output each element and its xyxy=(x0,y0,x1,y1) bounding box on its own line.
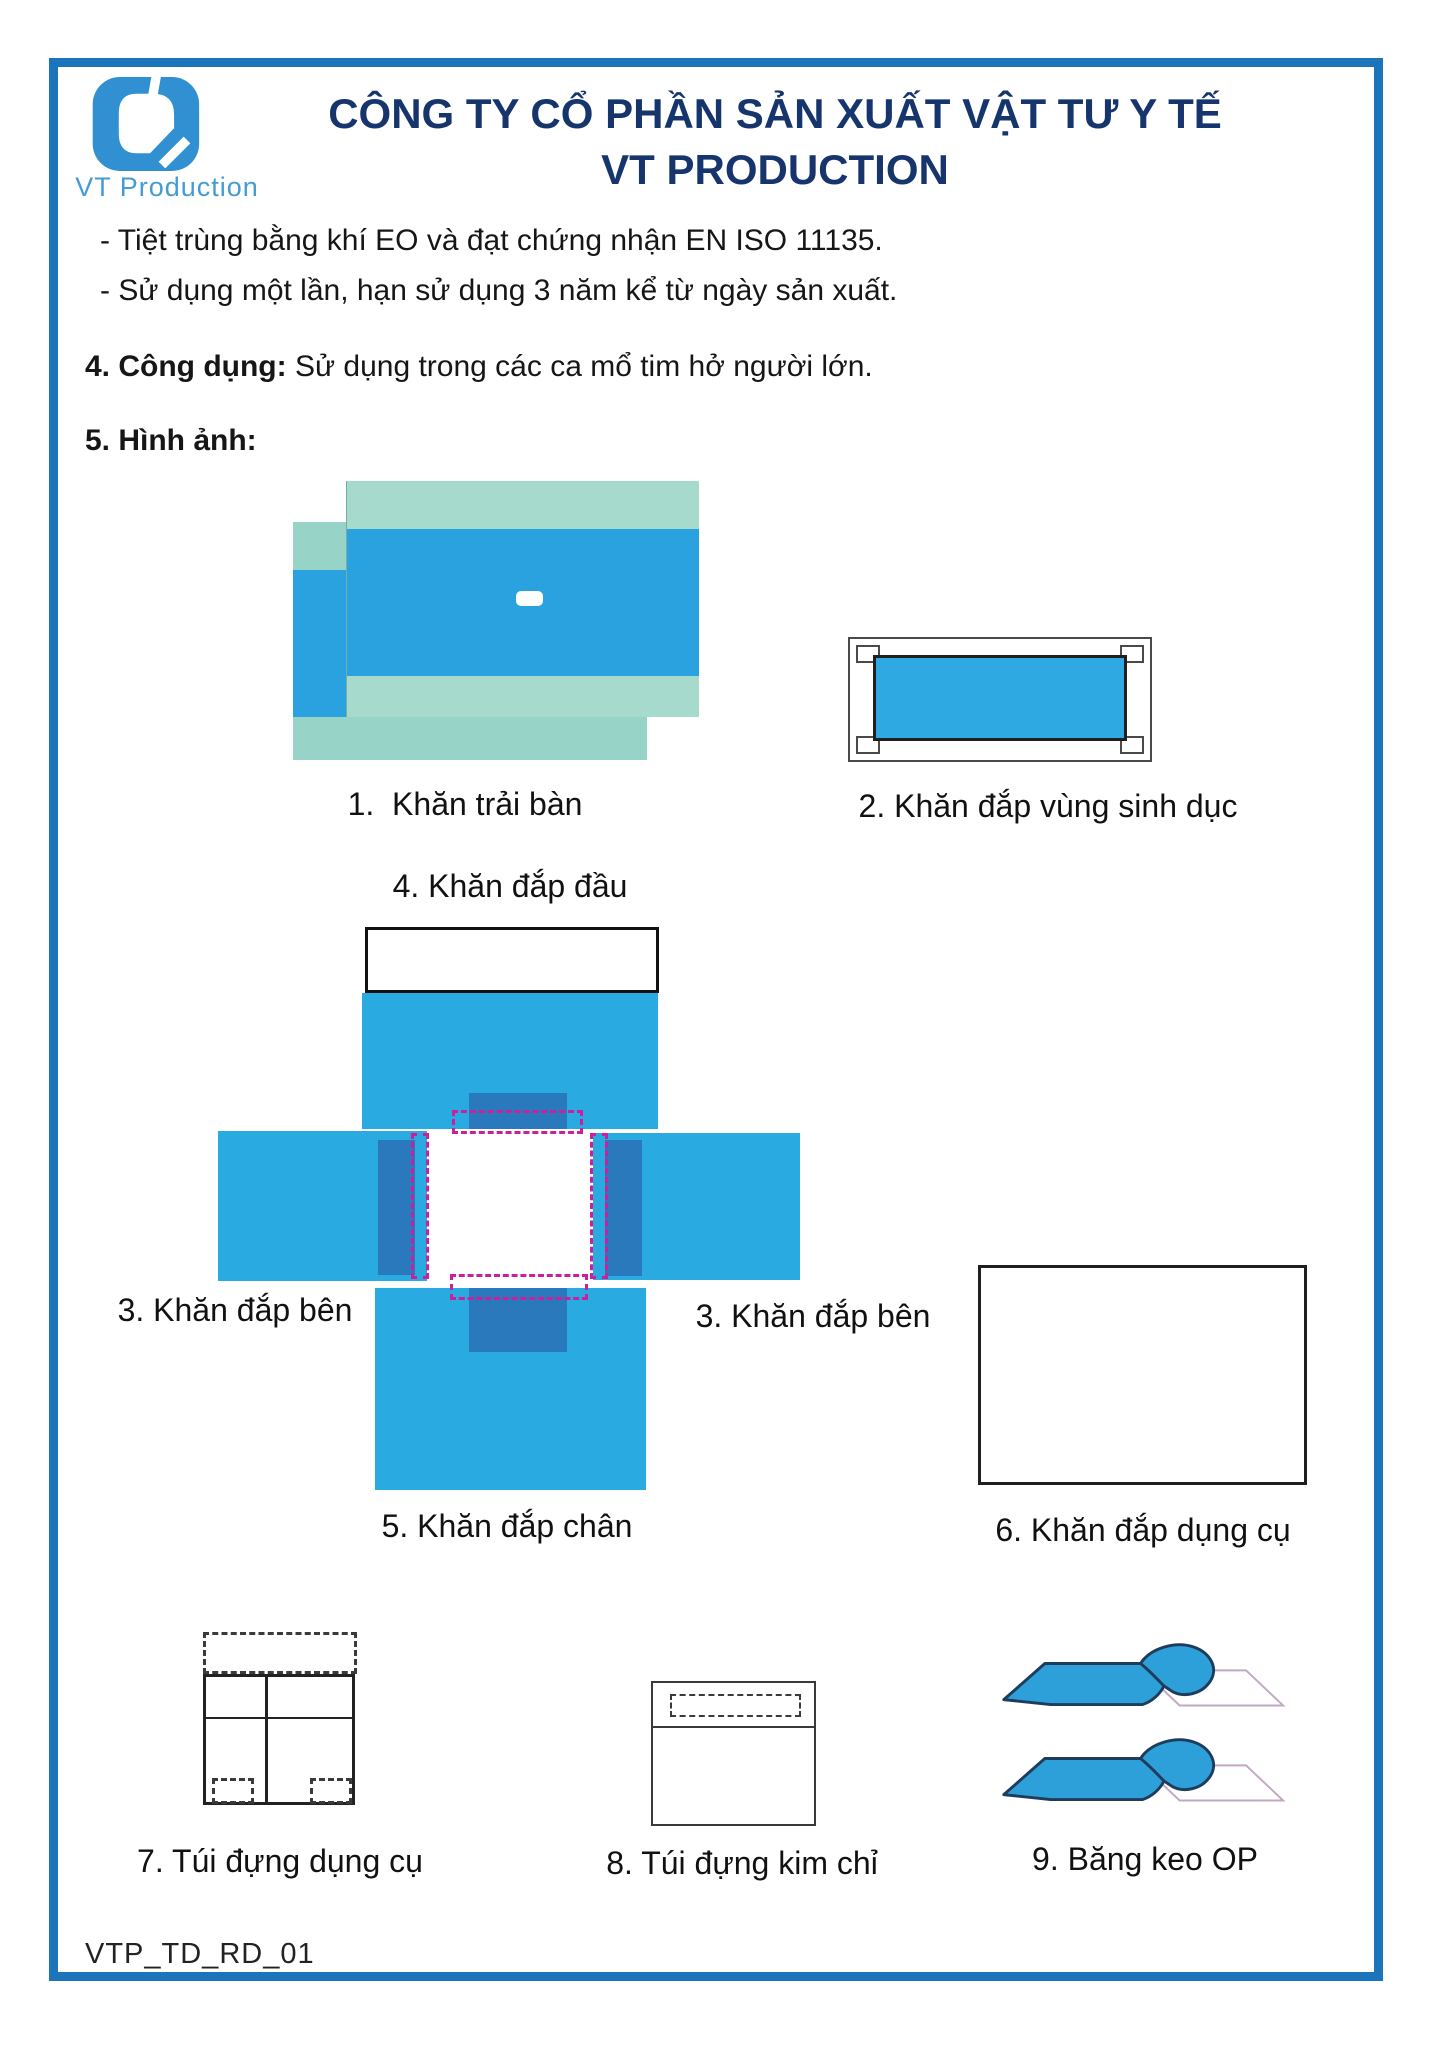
figure9-tape-top xyxy=(995,1643,1290,1732)
bullet-single-use: - Sử dụng một lần, hạn sử dụng 3 năm kể từ ngày sản xuất. xyxy=(100,274,898,307)
figure2-caption: 2. Khăn đắp vùng sinh dục xyxy=(858,788,1238,824)
figure7-caption: 7. Túi đựng dụng cụ xyxy=(137,1843,423,1879)
figure8-dashed-window xyxy=(670,1694,801,1717)
figure7-horizontal-seam xyxy=(206,1717,352,1719)
figure9-caption: 9. Băng keo OP xyxy=(1032,1841,1258,1877)
company-title-line2: VT PRODUCTION xyxy=(601,146,949,193)
figure8-needle-bag xyxy=(651,1681,816,1826)
logo-caption: VT Production xyxy=(75,172,259,202)
bottom-dashed-marker xyxy=(450,1274,588,1300)
figure3-left-caption: 3. Khăn đắp bên xyxy=(117,1292,353,1328)
figure2-outer-sheet xyxy=(848,637,1152,762)
right-dashed-marker xyxy=(590,1133,608,1279)
figure8-caption: 8. Túi đựng kim chỉ xyxy=(606,1845,878,1881)
figure7-center-seam xyxy=(265,1677,268,1802)
figure6-instrument-drape xyxy=(978,1265,1307,1485)
bullet-sterilization: - Tiệt trùng bằng khí EO và đạt chứng nhận EN ISO 11135. xyxy=(100,224,883,257)
figure1-caption: 1. Khăn trải bàn xyxy=(347,786,583,822)
figure9-tape-bottom xyxy=(995,1738,1290,1827)
section-usage xyxy=(85,350,873,384)
figure2-blue-panel xyxy=(873,655,1127,741)
figure5-caption: 5. Khăn đắp chân xyxy=(381,1508,633,1544)
figure6-caption: 6. Khăn đắp dụng cụ xyxy=(995,1512,1291,1548)
left-drape-adhesive-band xyxy=(378,1140,415,1275)
section-usage-label: 4. Công dụng: xyxy=(85,350,287,383)
left-dashed-marker xyxy=(411,1133,429,1279)
section-images-label: 5. Hình ảnh: xyxy=(85,424,257,457)
section-usage-text: Sử dụng trong các ca mổ tim hở người lớn. xyxy=(286,350,873,383)
figure8-seam xyxy=(653,1726,814,1728)
figure1-slot-opening xyxy=(516,591,543,606)
figure7-pocket-left xyxy=(212,1778,254,1804)
vt-production-logo-icon xyxy=(88,76,208,172)
figure4-caption: 4. Khăn đắp đầu xyxy=(392,868,628,904)
figure3-right-caption: 3. Khăn đắp bên xyxy=(695,1298,931,1334)
right-drape-adhesive-band xyxy=(605,1140,642,1276)
figure1-front-drape xyxy=(346,481,699,717)
top-dashed-marker xyxy=(452,1110,583,1134)
figure7-pouch-flap xyxy=(203,1632,357,1674)
figure7-pocket-right xyxy=(310,1778,352,1804)
figure4-head-drape xyxy=(365,927,659,993)
company-title-line1: CÔNG TY CỔ PHẦN SẢN XUẤT VẬT TƯ Y TẾ xyxy=(328,90,1222,137)
figure7-pouch-body xyxy=(203,1674,355,1805)
document-code: VTP_TD_RD_01 xyxy=(85,1938,315,1970)
